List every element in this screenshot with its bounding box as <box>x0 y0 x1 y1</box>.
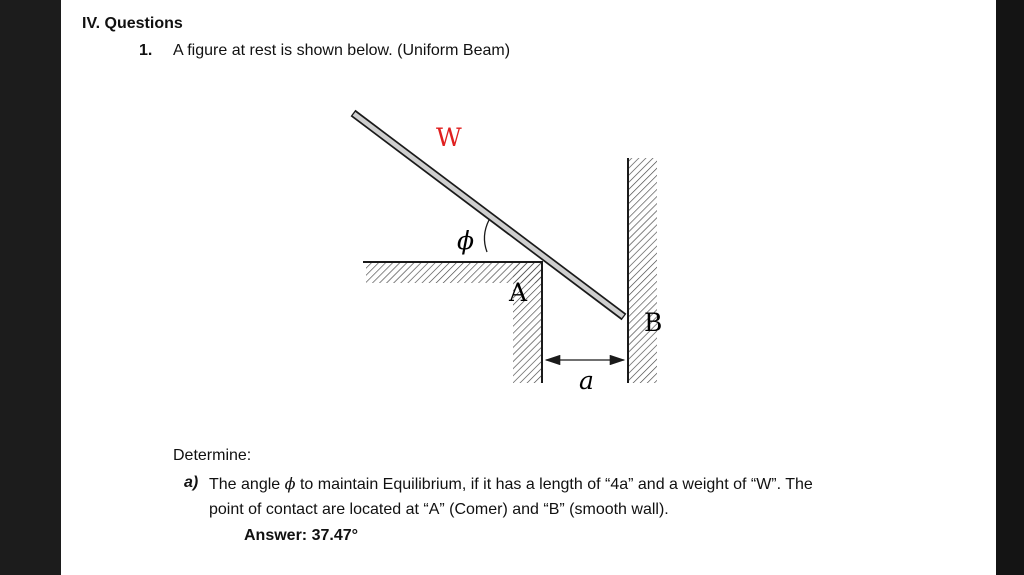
beam-fill <box>354 114 623 316</box>
part-label: a) <box>184 474 199 491</box>
weight-label: W <box>436 123 462 152</box>
dimension-label: a <box>579 366 594 395</box>
right-edge-shadow <box>996 0 1024 575</box>
phi-symbol: ϕ <box>284 474 296 493</box>
point-b-label: B <box>644 308 663 337</box>
question-number: 1. <box>139 42 153 59</box>
part-text-line1 <box>209 474 813 494</box>
point-a-label: A <box>509 278 528 307</box>
wall-hatching <box>629 158 657 383</box>
answer-text: Answer: 37.47° <box>244 527 359 544</box>
section-title: IV. Questions <box>82 15 183 32</box>
question-text: A figure at rest is shown below. (Uniform Beam) <box>173 42 511 59</box>
part-text-start: The angle <box>209 476 285 493</box>
angle-arc <box>484 220 489 252</box>
document-page <box>61 0 996 575</box>
part-text-line2: point of contact are located at “A” (Comer) and “B” (smooth wall). <box>209 501 669 518</box>
part-text-end: to maintain Equilibrium, if it has a length of “4a” and a weight of “W”. The <box>295 476 813 493</box>
determine-heading: Determine: <box>173 447 252 464</box>
angle-label: ϕ <box>457 226 475 255</box>
